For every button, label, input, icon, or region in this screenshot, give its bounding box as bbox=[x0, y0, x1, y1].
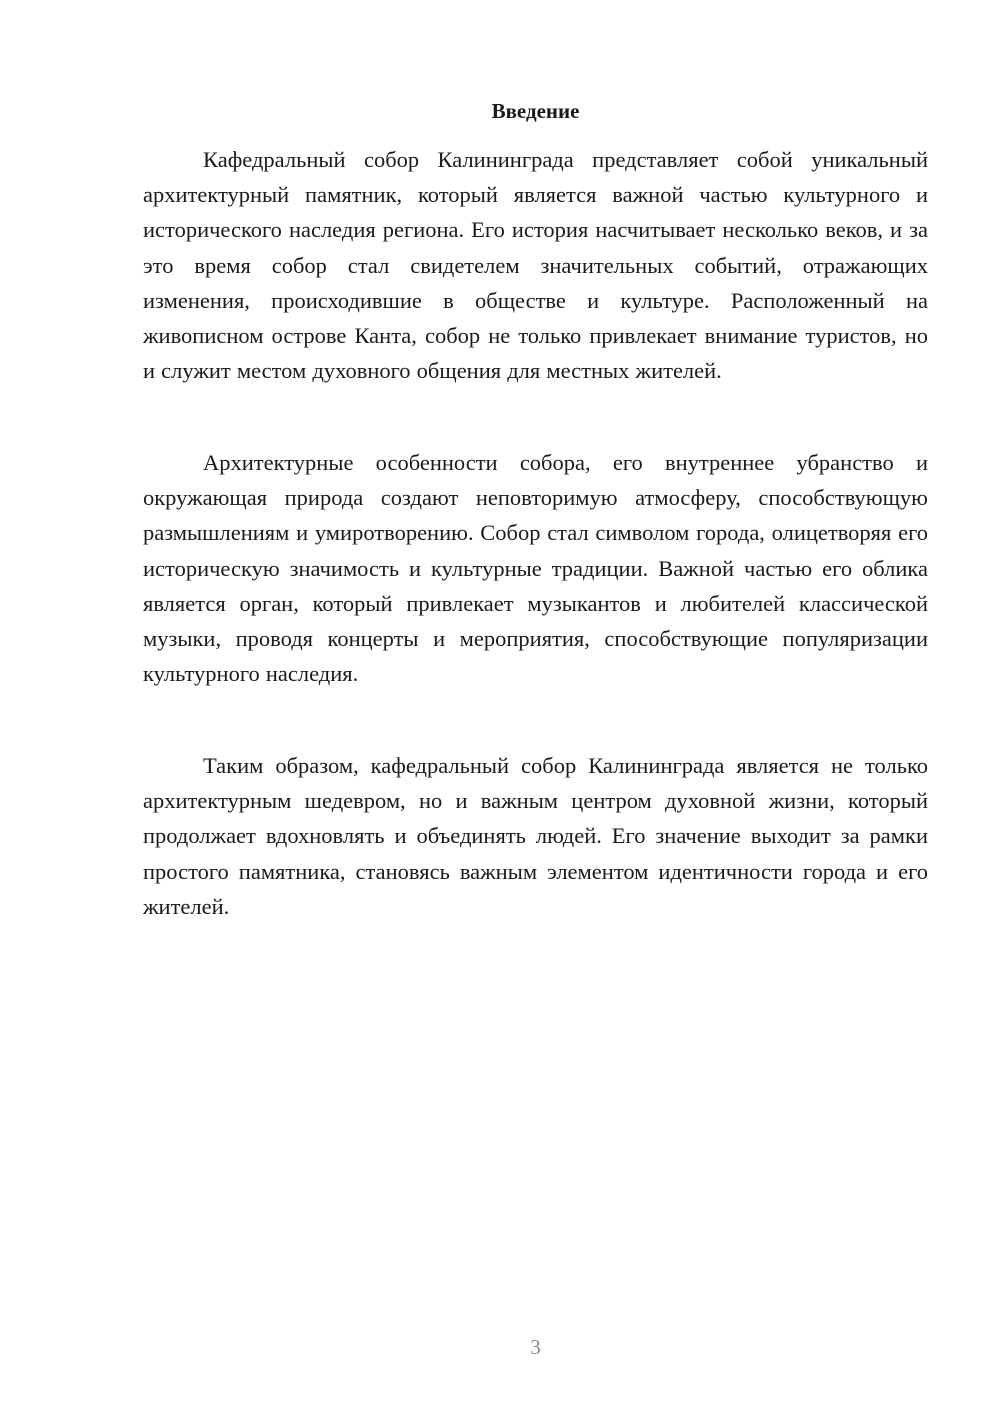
paragraph-3: Таким образом, кафедральный собор Калининграда является не только архитектурным шедевром, но и важным центром духовной жизни, который продолжает вдохновлять и объединять людей. Его значение выходит за рамки простого памятника, становясь важным элементом идентичности города и его жителей. bbox=[143, 753, 928, 919]
page-title: Введение bbox=[491, 99, 580, 123]
page-number: 3 bbox=[530, 1335, 541, 1359]
paragraph-2: Архитектурные особенности собора, его внутреннее убранство и окружающая природа создают неповторимую атмосферу, способствующую размышлениям и умиротворению. Собор стал символом города, олицетворяя его историческую значимость и культурные традиции. Важной частью его облика является орган, который привлекает музыкантов и любителей классической музыки, проводя концерты и мероприятия, способствующие популяризации культурного наследия. bbox=[143, 450, 928, 687]
paragraph-1: Кафедральный собор Калининграда представляет собой уникальный архитектурный памятник, который является важной частью культурного и исторического наследия региона. Его история насчитывает несколько веков, и за это время собор стал свидетелем значительных событий, отражающих изменения, происходившие в обществе и культуре. Расположенный на живописном острове Канта, собор не только привлекает внимание туристов, но и служит местом духовного общения для местных жителей. bbox=[143, 147, 928, 384]
